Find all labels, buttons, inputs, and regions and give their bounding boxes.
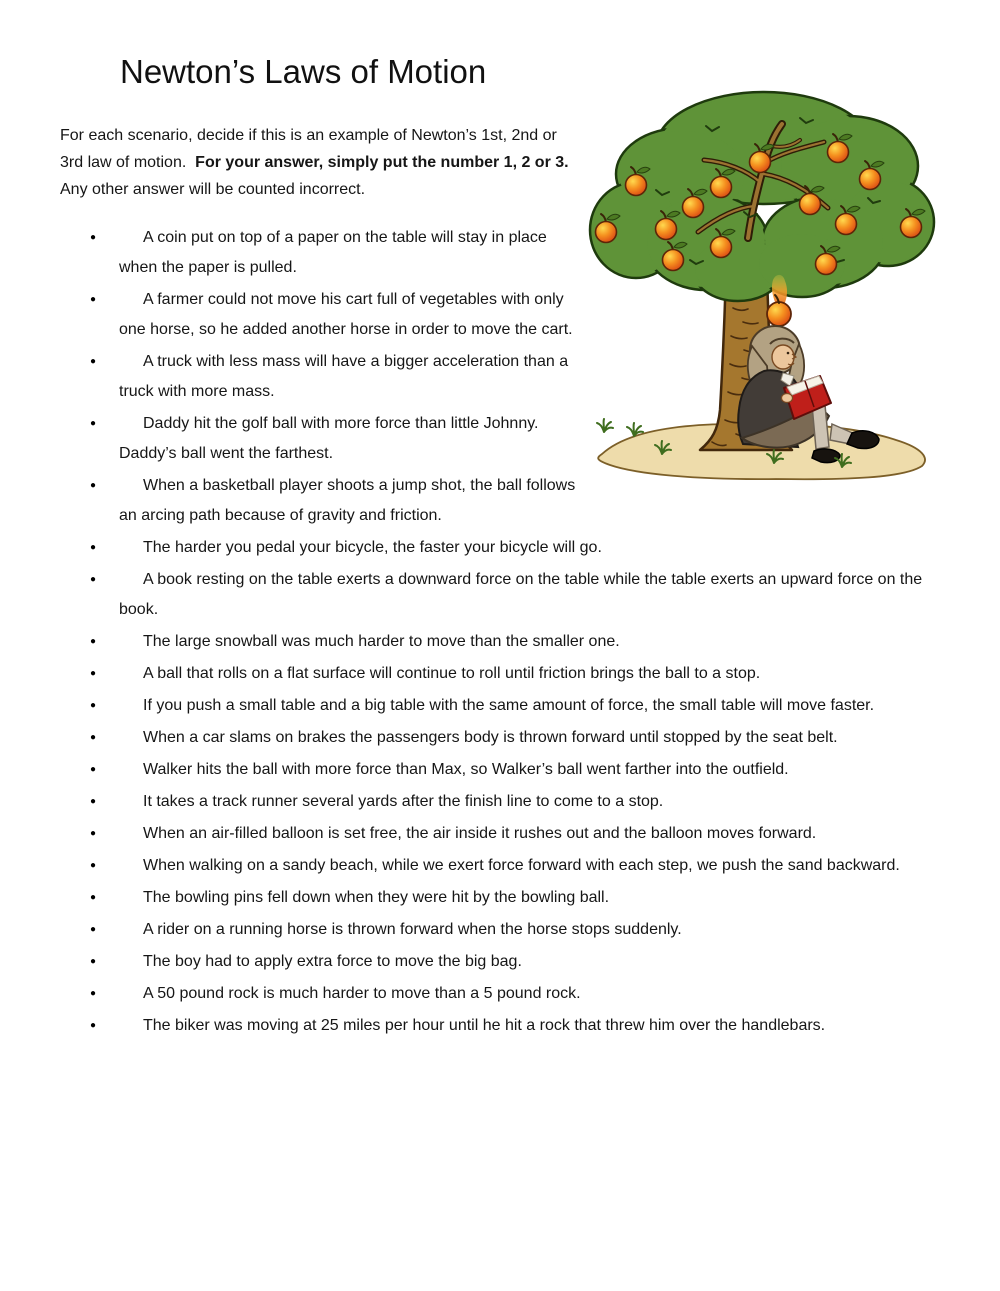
list-item <box>60 755 938 785</box>
bullet-icon: ● <box>90 635 97 647</box>
list-item-text: It takes a track runner several yards after the finish line to come to a stop. <box>143 792 664 810</box>
bullet-icon: ● <box>90 417 97 429</box>
list-item-text: The boy had to apply extra force to move the big bag. <box>143 952 522 970</box>
list-item <box>60 915 938 945</box>
list-item-text: When walking on a sandy beach, while we exert force forward with each step, we push the sand backward. <box>143 856 900 874</box>
instructions-bold-text: For your answer, simply put the number 1, 2 or 3. <box>195 153 569 171</box>
list-item <box>60 565 938 625</box>
page-title: Newton’s Laws of Motion <box>120 53 487 90</box>
list-item <box>60 851 938 881</box>
list-item <box>60 691 938 721</box>
list-item-text: The bowling pins fell down when they were hit by the bowling ball. <box>143 888 610 906</box>
bullet-icon: ● <box>90 355 97 367</box>
list-item <box>60 787 938 817</box>
bullet-icon: ● <box>90 827 97 839</box>
list-item-text: A coin put on top of a paper on the table will stay in place when the paper is pulled. <box>119 228 552 276</box>
bullet-icon: ● <box>90 923 97 935</box>
list-item-text: A 50 pound rock is much harder to move than a 5 pound rock. <box>143 984 581 1002</box>
bullet-icon: ● <box>90 573 97 585</box>
bullet-icon: ● <box>90 479 97 491</box>
list-item-text: The biker was moving at 25 miles per hour until he hit a rock that threw him over the handlebars. <box>143 1016 826 1034</box>
bullet-icon: ● <box>90 795 97 807</box>
list-item <box>60 347 938 407</box>
list-item <box>60 723 938 753</box>
bullet-icon: ● <box>90 1019 97 1031</box>
list-item-text: When a basketball player shoots a jump shot, the ball follows an arcing path because of gravity and friction. <box>119 476 580 524</box>
bullet-icon: ● <box>90 699 97 711</box>
bullet-icon: ● <box>90 891 97 903</box>
list-item <box>60 979 938 1009</box>
list-item-text: The large snowball was much harder to move than the smaller one. <box>143 632 620 650</box>
bullet-icon: ● <box>90 763 97 775</box>
worksheet-content <box>0 92 1000 1041</box>
list-item <box>60 285 938 345</box>
list-item-text: When a car slams on brakes the passengers body is thrown forward until stopped by the seat belt. <box>143 728 838 746</box>
list-item-text: A ball that rolls on a flat surface will continue to roll until friction brings the ball to a stop. <box>143 664 761 682</box>
list-item-text: The harder you pedal your bicycle, the faster your bicycle will go. <box>143 538 602 556</box>
list-item <box>60 659 938 689</box>
list-item <box>60 627 938 657</box>
instructions-text: For each scenario, decide if this is an example of Newton’s 1st, 2nd or 3rd law of motion. <box>60 126 562 171</box>
list-item <box>60 1011 938 1041</box>
list-item <box>60 947 938 977</box>
bullet-icon: ● <box>90 541 97 553</box>
list-item-text: Daddy hit the golf ball with more force than little Johnny. Daddy’s ball went the farthest. <box>119 414 548 462</box>
list-item <box>60 409 938 469</box>
list-item-text: A truck with less mass will have a bigger acceleration than a truck with more mass. <box>119 352 573 400</box>
list-item-text: A rider on a running horse is thrown forward when the horse stops suddenly. <box>143 920 682 938</box>
list-item <box>60 471 938 531</box>
bullet-icon: ● <box>90 231 97 243</box>
bullet-icon: ● <box>90 293 97 305</box>
list-item-text: A book resting on the table exerts a downward force on the table while the table exerts an upward force on the book. <box>119 570 927 618</box>
bullet-icon: ● <box>90 955 97 967</box>
list-item <box>60 533 938 563</box>
bullet-icon: ● <box>90 987 97 999</box>
list-item-text: A farmer could not move his cart full of vegetables with only one horse, so he added another horse in order to move the cart. <box>119 290 573 338</box>
list-item-text: When an air-filled balloon is set free, the air inside it rushes out and the balloon moves forward. <box>143 824 817 842</box>
instructions-text-end: Any other answer will be counted incorrect. <box>60 153 577 198</box>
list-item-text: Walker hits the ball with more force than Max, so Walker’s ball went farther into the outfield. <box>143 760 789 778</box>
list-item-text: If you push a small table and a big table with the same amount of force, the small table will move faster. <box>143 696 875 714</box>
list-item <box>60 883 938 913</box>
list-item <box>60 223 938 283</box>
bullet-icon: ● <box>90 859 97 871</box>
list-item <box>60 819 938 849</box>
bullet-icon: ● <box>90 667 97 679</box>
bullet-icon: ● <box>90 731 97 743</box>
